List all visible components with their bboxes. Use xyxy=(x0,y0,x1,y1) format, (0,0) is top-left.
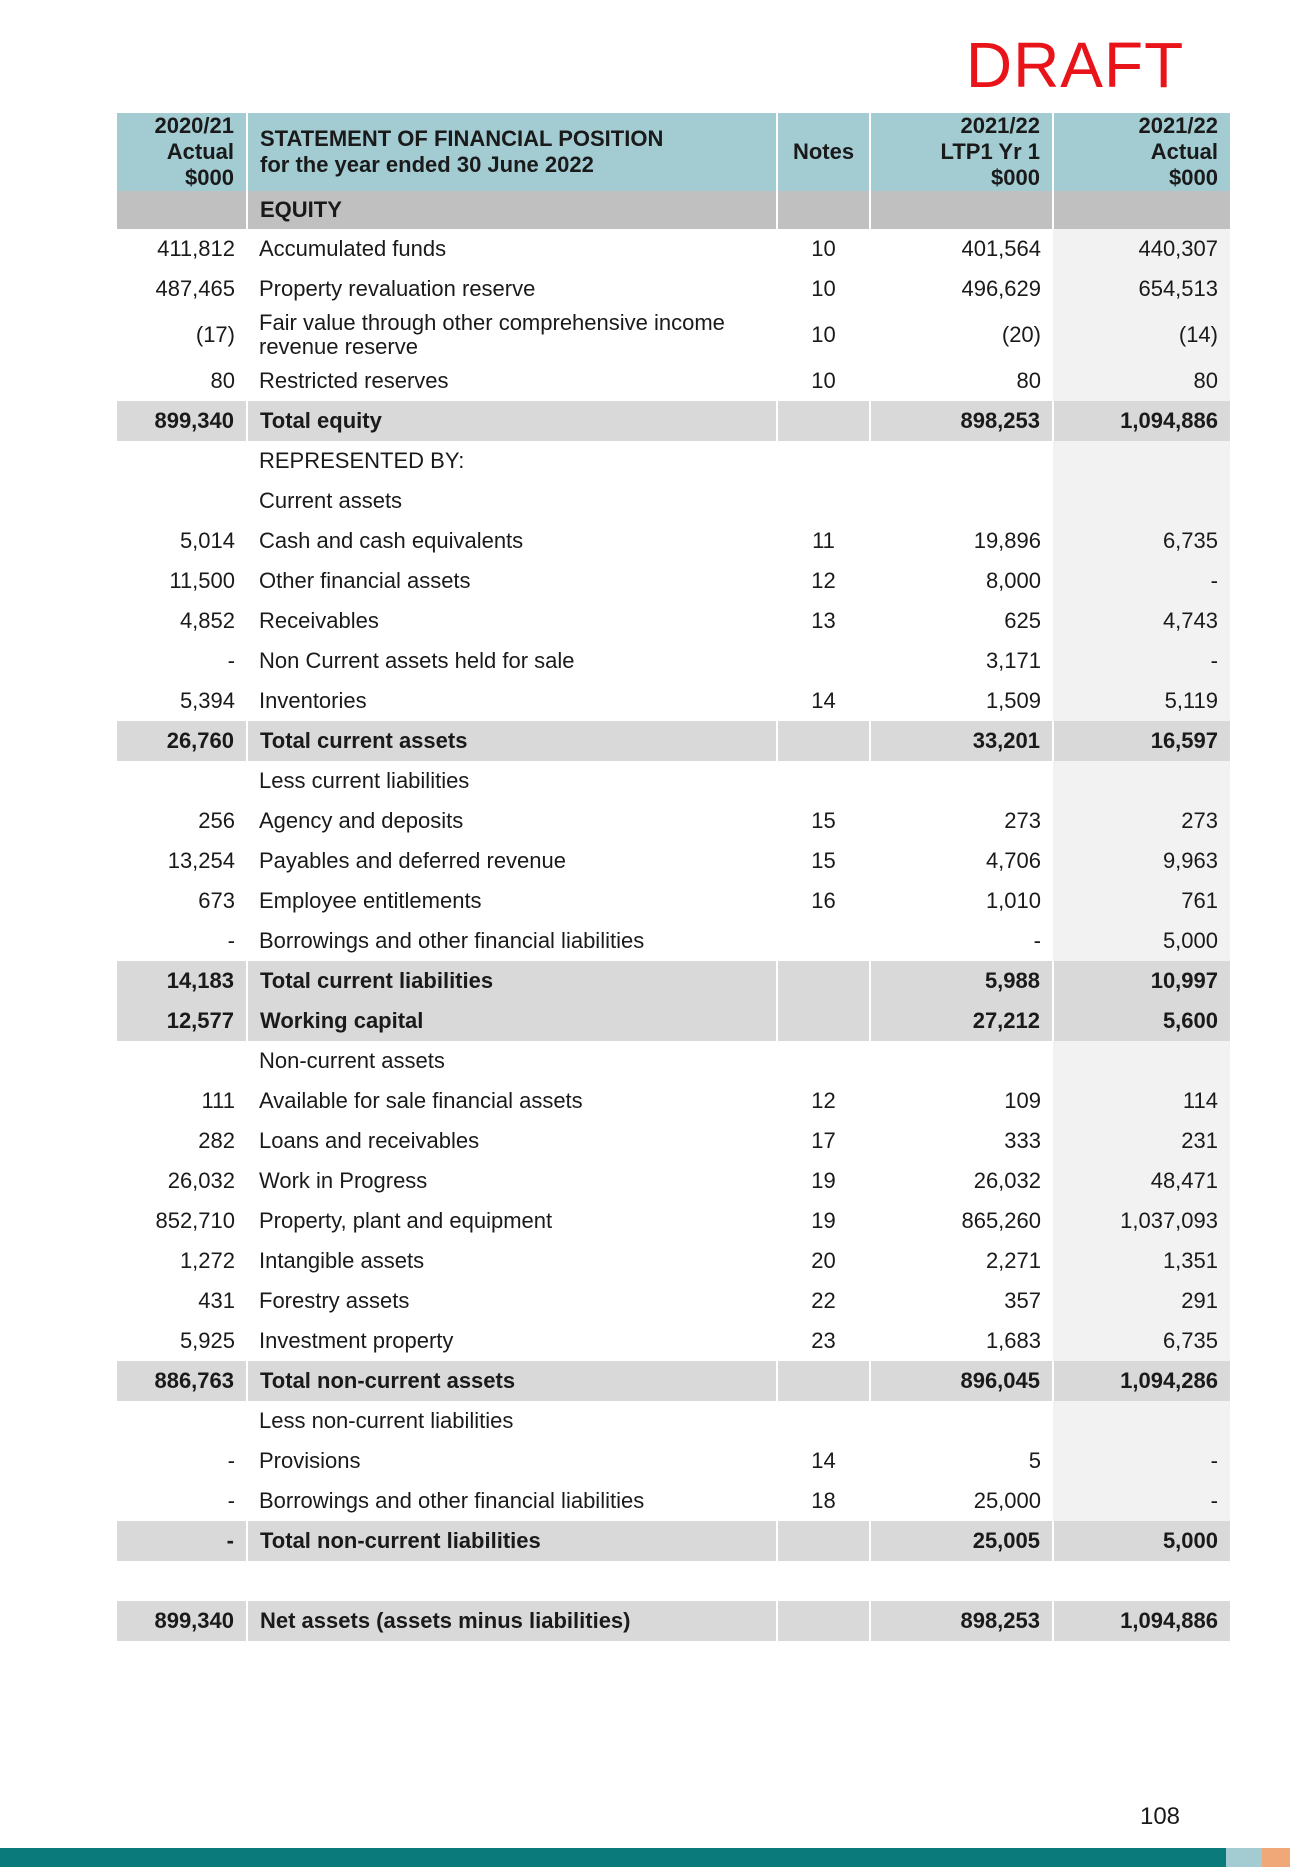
subheading-row: Non-current assets xyxy=(117,1041,1230,1081)
table-row: 431 Forestry assets 22 357 291 xyxy=(117,1281,1230,1321)
total-row: 12,577 Working capital 27,212 5,600 xyxy=(117,1001,1230,1041)
table-row: 282 Loans and receivables 17 333 231 xyxy=(117,1121,1230,1161)
header-notes: Notes xyxy=(777,113,870,191)
subheading-row: Less non-current liabilities xyxy=(117,1401,1230,1441)
table-row: 673 Employee entitlements 16 1,010 761 xyxy=(117,881,1230,921)
net-assets-row: 899,340 Net assets (assets minus liabilities) 898,253 1,094,886 xyxy=(117,1601,1230,1641)
table-row: 111 Available for sale financial assets 12 109 114 xyxy=(117,1081,1230,1121)
total-row: 26,760 Total current assets 33,201 16,597 xyxy=(117,721,1230,761)
total-row: 899,340 Total equity 898,253 1,094,886 xyxy=(117,401,1230,441)
table-row: - Non Current assets held for sale 3,171 - xyxy=(117,641,1230,681)
table-row: 852,710 Property, plant and equipment 19 865,260 1,037,093 xyxy=(117,1201,1230,1241)
total-row: - Total non-current liabilities 25,005 5,000 xyxy=(117,1521,1230,1561)
header-ltp: 2021/22 LTP1 Yr 1 $000 xyxy=(870,113,1053,191)
draft-watermark: DRAFT xyxy=(965,29,1185,101)
table-header-row xyxy=(117,113,1230,191)
page-number: 108 xyxy=(1139,1803,1181,1830)
table-row: 1,272 Intangible assets 20 2,271 1,351 xyxy=(117,1241,1230,1281)
table-row: 5,014 Cash and cash equivalents 11 19,896 6,735 xyxy=(117,521,1230,561)
spacer-row xyxy=(117,1561,1230,1601)
statement-title: STATEMENT OF FINANCIAL POSITION for the year ended 30 June 2022 xyxy=(247,113,777,191)
header-prev-actual: 2020/21 Actual $000 xyxy=(117,113,247,191)
table-row: 411,812 Accumulated funds 10 401,564 440,307 xyxy=(117,229,1230,269)
table-row: 4,852 Receivables 13 625 4,743 xyxy=(117,601,1230,641)
table-row: 13,254 Payables and deferred revenue 15 4,706 9,963 xyxy=(117,841,1230,881)
table-row: - Borrowings and other financial liabilities 18 25,000 - xyxy=(117,1481,1230,1521)
total-row: 14,183 Total current liabilities 5,988 10,997 xyxy=(117,961,1230,1001)
table-row: 11,500 Other financial assets 12 8,000 - xyxy=(117,561,1230,601)
footer-bar xyxy=(0,1848,1290,1867)
subheading-row: Less current liabilities xyxy=(117,761,1230,801)
table-row: 256 Agency and deposits 15 273 273 xyxy=(117,801,1230,841)
total-row: 886,763 Total non-current assets 896,045 1,094,286 xyxy=(117,1361,1230,1401)
header-actual: 2021/22 Actual $000 xyxy=(1053,113,1230,191)
section-equity: EQUITY xyxy=(117,191,1230,229)
table-row: 487,465 Property revaluation reserve 10 496,629 654,513 xyxy=(117,269,1230,309)
financial-position-table xyxy=(117,113,1230,1641)
subheading-row: Current assets xyxy=(117,481,1230,521)
table-row: 26,032 Work in Progress 19 26,032 48,471 xyxy=(117,1161,1230,1201)
table-row: - Borrowings and other financial liabilities - 5,000 xyxy=(117,921,1230,961)
footer-accent-light xyxy=(1226,1848,1262,1867)
table-row: 5,925 Investment property 23 1,683 6,735 xyxy=(117,1321,1230,1361)
footer-accent-orange xyxy=(1262,1848,1290,1867)
table-row: (17) Fair value through other comprehensive income revenue reserve 10 (20) (14) xyxy=(117,309,1230,361)
table-row: 5,394 Inventories 14 1,509 5,119 xyxy=(117,681,1230,721)
subheading-row: REPRESENTED BY: xyxy=(117,441,1230,481)
table-row: - Provisions 14 5 - xyxy=(117,1441,1230,1481)
table-row: 80 Restricted reserves 10 80 80 xyxy=(117,361,1230,401)
